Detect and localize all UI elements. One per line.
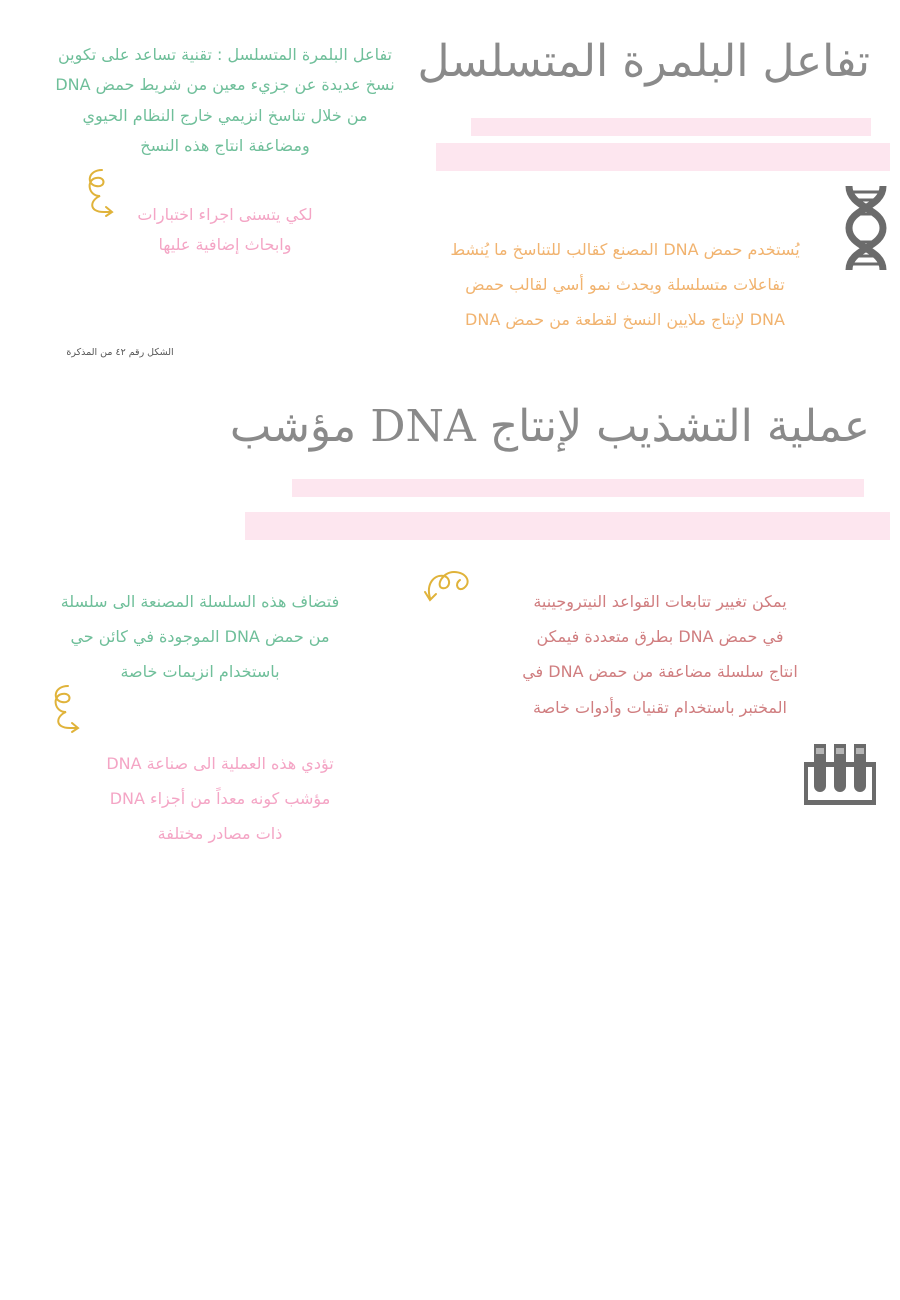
text-line: انتاج سلسلة مضاعفة من حمض DNA في <box>522 662 798 682</box>
text-line: ذات مصادر مختلفة <box>157 824 283 844</box>
title-underline-band <box>292 479 864 497</box>
text-line: ومضاعفة انتاج هذه النسخ <box>140 136 310 156</box>
test-tubes-icon <box>802 742 878 808</box>
text-line: مؤشب كونه معداً من أجزاء DNA <box>109 789 331 809</box>
curly-arrow-icon <box>422 568 476 604</box>
pcr-definition <box>15 40 435 162</box>
recombinant-right-text <box>480 584 840 725</box>
text-line: نسخ عديدة عن جزيء معين من شريط حمض DNA <box>55 75 395 95</box>
title-underline-band <box>245 512 890 540</box>
text-line: في حمض DNA بطرق متعددة فيمكن <box>536 627 784 647</box>
text-line: DNA لإنتاج ملايين النسخ لقطعة من حمض DNA <box>465 310 785 330</box>
pcr-purpose <box>100 200 350 261</box>
text-line: لكي يتسنى اجراء اختبارات <box>137 205 313 224</box>
dna-helix-icon <box>843 184 889 272</box>
text-line: المختبر باستخدام تقنيات وأدوات خاصة <box>533 697 787 717</box>
figure-caption: الشكل رقم ٤٢ من المذكرة <box>66 347 174 358</box>
text-line: وابحاث إضافية عليها <box>158 235 292 255</box>
recombinant-result-text <box>70 746 370 852</box>
section2-title: عملية التشذيب لإنتاج DNA مؤشب <box>229 401 870 452</box>
text-line: باستخدام انزيمات خاصة <box>120 662 280 682</box>
text-line: من خلال تناسخ انزيمي خارج النظام الحيوي <box>82 105 368 125</box>
text-line: تفاعل البلمرة المتسلسل : تقنية تساعد على تكوين <box>57 45 393 64</box>
text-line: تؤدي هذه العملية الى صناعة DNA <box>106 754 334 773</box>
text-line: تفاعلات متسلسلة ويحدث نمو أسي لقالب حمض <box>465 275 785 295</box>
text-line: يُستخدم حمض DNA المصنع كقالب للتناسخ ما يُنشط <box>450 240 800 259</box>
title-underline-band <box>471 118 871 136</box>
section1-title: تفاعل البلمرة المتسلسل <box>417 36 870 87</box>
text-line: فتضاف هذه السلسلة المصنعة الى سلسلة <box>60 592 340 611</box>
pcr-process <box>405 232 845 338</box>
text-line: من حمض DNA الموجودة في كائن حي <box>70 627 330 647</box>
text-line: يمكن تغيير تتابعات القواعد النيتروجينية <box>533 592 787 611</box>
title-underline-band <box>436 143 890 171</box>
recombinant-left-text <box>30 584 370 690</box>
curly-arrow-icon <box>48 682 84 734</box>
